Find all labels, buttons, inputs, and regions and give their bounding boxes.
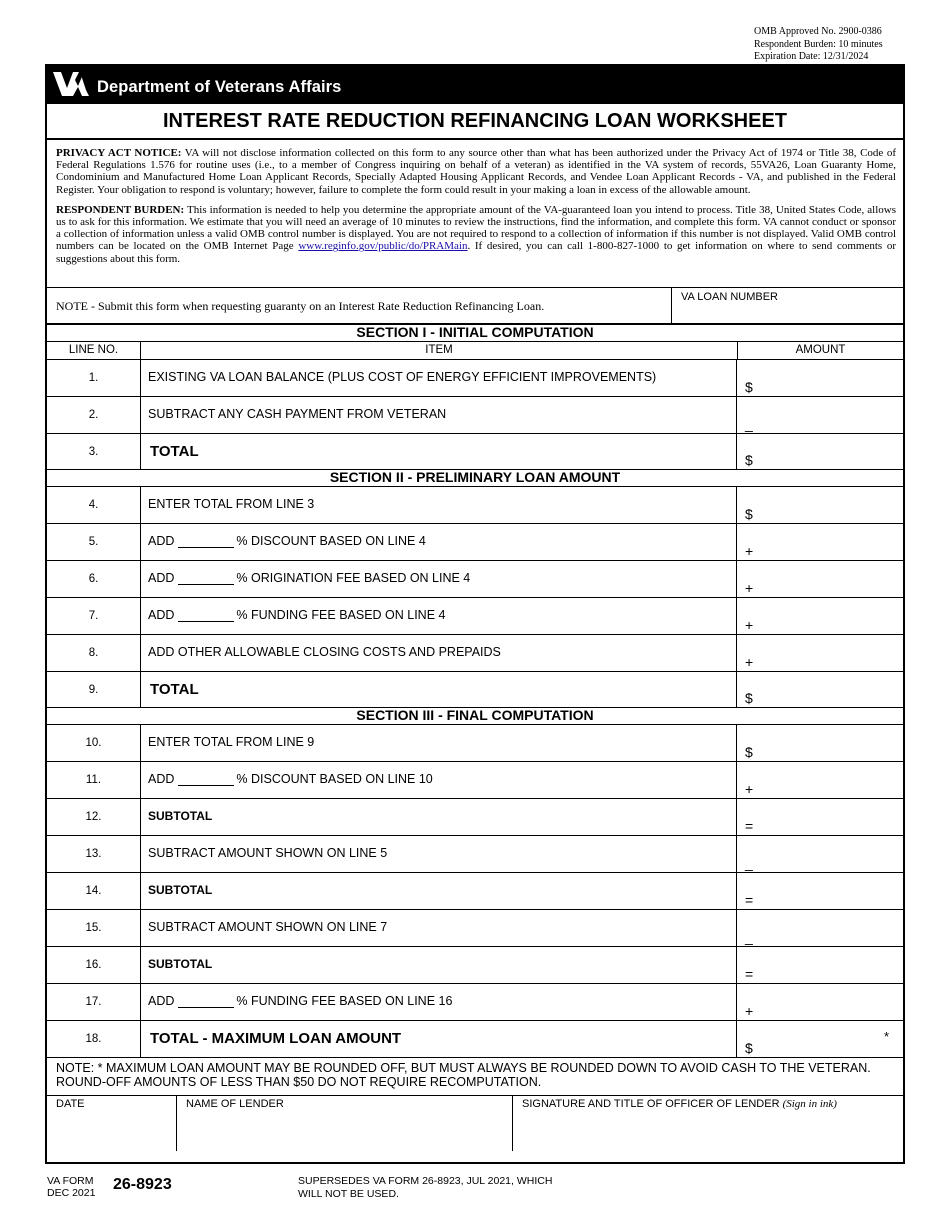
item-prefix: ADD [148,772,175,786]
amount-symbol: $ [745,506,753,522]
amount-field[interactable] [737,947,903,983]
line-number: 9. [47,672,141,707]
line-item [141,598,737,634]
line-item [141,561,737,597]
amount-field[interactable] [737,561,903,597]
amount-field[interactable] [737,836,903,872]
table-row [47,487,903,524]
burden-label: RESPONDENT BURDEN: [56,203,185,216]
item-suffix: % DISCOUNT BASED ON LINE 10 [236,772,433,786]
lender-name-field[interactable] [177,1096,513,1151]
amount-symbol: _ [745,416,753,432]
line-number: 2. [47,397,141,433]
col-item: ITEM [141,342,738,359]
line-item: ADD OTHER ALLOWABLE CLOSING COSTS AND PREPAIDS [141,635,737,671]
line-item: ENTER TOTAL FROM LINE 9 [141,725,737,761]
burden-notice [56,204,896,265]
table-row [47,598,903,635]
section-3-title: SECTION III - FINAL COMPUTATION [47,708,903,725]
section-1-title: SECTION I - INITIAL COMPUTATION [47,325,903,342]
section-2-title: SECTION II - PRELIMINARY LOAN AMOUNT [47,470,903,487]
table-row [47,725,903,762]
note-row [47,288,903,325]
amount-symbol: $ [745,744,753,760]
form-id [47,1175,95,1199]
supersedes-line-2: WILL NOT BE USED. [298,1187,399,1200]
table-row [47,360,903,397]
amount-field[interactable] [737,799,903,835]
signature-row [47,1096,903,1151]
table-row [47,434,903,470]
va-header [47,66,903,104]
line-number: 18. [47,1021,141,1057]
line-item: SUBTRACT AMOUNT SHOWN ON LINE 7 [141,910,737,946]
supersedes-note [298,1175,552,1200]
amount-field[interactable] [737,873,903,909]
item-suffix: % FUNDING FEE BASED ON LINE 16 [236,994,453,1008]
percent-input[interactable] [178,773,234,786]
item-prefix: ADD [148,571,175,585]
date-field[interactable] [47,1096,177,1151]
table-row [47,672,903,708]
col-amount: AMOUNT [795,344,846,356]
omb-link[interactable]: www.reginfo.gov/public/do/PRAMain [298,240,468,253]
item-suffix: % FUNDING FEE BASED ON LINE 4 [236,608,446,622]
supersedes-line-1: SUPERSEDES VA FORM 26-8923, JUL 2021, WHICH [298,1175,553,1187]
va-loan-number-label: VA LOAN NUMBER [681,291,778,303]
line-number: 3. [47,434,141,469]
column-headers [47,342,903,360]
department-name: Department of Veterans Affairs [97,77,342,96]
form-number: 26-8923 [113,1176,172,1193]
line-number: 12. [47,799,141,835]
line-item: TOTAL [141,434,737,469]
line-item: SUBTRACT ANY CASH PAYMENT FROM VETERAN [141,397,737,433]
line-item: SUBTOTAL [141,799,737,835]
line-number: 14. [47,873,141,909]
sign-in-ink-hint: (Sign in ink) [782,1098,837,1110]
line-number: 10. [47,725,141,761]
amount-symbol: _ [745,929,753,945]
worksheet-form [45,64,905,1164]
line-number: 13. [47,836,141,872]
omb-info [754,26,944,64]
line-number: 8. [47,635,141,671]
item-suffix: % DISCOUNT BASED ON LINE 4 [236,534,426,548]
amount-field[interactable] [737,984,903,1020]
line-number: 4. [47,487,141,523]
notices [47,140,903,288]
lender-name-label: NAME OF LENDER [186,1098,284,1110]
va-logo-icon [51,68,91,100]
line-number: 5. [47,524,141,560]
amount-symbol: = [745,892,754,908]
item-prefix: ADD [148,608,175,622]
amount-field[interactable] [737,524,903,560]
amount-field[interactable] [737,762,903,798]
amount-field[interactable] [737,910,903,946]
officer-signature-label: SIGNATURE AND TITLE OF OFFICER OF LENDER [522,1098,783,1110]
item-prefix: ADD [148,994,175,1008]
amount-symbol: $ [745,452,753,468]
asterisk-mark: * [883,1029,889,1044]
line-item [141,984,737,1020]
line-item: SUBTOTAL [141,873,737,909]
percent-input[interactable] [178,572,234,585]
omb-burden: Respondent Burden: 10 minutes [754,38,883,50]
page-title: INTEREST RATE REDUCTION REFINANCING LOAN WORKSHEET [47,104,903,140]
amount-symbol: + [745,781,754,797]
table-row [47,397,903,434]
line-number: 17. [47,984,141,1020]
officer-signature-field[interactable] [513,1096,903,1151]
amount-symbol: = [745,818,754,834]
privacy-text: VA will not disclose information collected on this form to any source other than what has been authorized under the Privacy Act of 1974 or Title 38, Code of Federal Regulations 1.576 for routine uses (i.e., to a member of Congress inquiring on behalf of a veteran) as identified in the VA system of records, 55VA26, Loan Guaranty Home, Condominium and Manufactured Home Loan Applicant Records, Specially Adapted Housing Applicant Records, and Vendee Loan Applicant Records - VA, and published in the Federal Register. Your obligation to respond is voluntary; however, failure to complete the form could result in your making a loan in excess of the allowable amount. [56,147,897,196]
percent-input[interactable] [178,535,234,548]
line-number: 16. [47,947,141,983]
amount-field[interactable] [737,725,903,761]
rounding-note [47,1058,903,1096]
va-form-label: VA FORM [47,1175,94,1187]
line-number: 6. [47,561,141,597]
table-row [47,910,903,947]
table-row [47,836,903,873]
table-row [47,762,903,799]
amount-symbol: + [745,654,754,670]
rounding-note-line-1: NOTE: * MAXIMUM LOAN AMOUNT MAY BE ROUNDED OFF, BUT MUST ALWAYS BE ROUNDED DOWN TO AVOID CASH TO THE VETERAN. [56,1061,871,1075]
line-item: SUBTOTAL [141,947,737,983]
amount-symbol: + [745,1003,754,1019]
item-prefix: ADD [148,534,175,548]
amount-symbol: + [745,543,754,559]
amount-field[interactable] [737,397,903,433]
amount-symbol: $ [745,690,753,706]
amount-field[interactable] [737,487,903,523]
line-item: TOTAL [141,672,737,707]
amount-symbol: = [745,966,754,982]
line-number: 15. [47,910,141,946]
table-row [47,524,903,561]
va-loan-number-field[interactable] [672,288,903,323]
line-number: 1. [47,360,141,396]
amount-symbol: $ [745,1040,753,1056]
omb-expiration: Expiration Date: 12/31/2024 [754,51,869,62]
privacy-notice [56,147,896,196]
amount-symbol: _ [745,855,753,871]
percent-input[interactable] [178,609,234,622]
submit-note: NOTE - Submit this form when requesting guaranty on an Interest Rate Reduction Refinancing Loan. [47,288,672,323]
line-item: ENTER TOTAL FROM LINE 3 [141,487,737,523]
line-item: TOTAL - MAXIMUM LOAN AMOUNT [141,1021,737,1057]
footer [47,1173,907,1203]
line-item: EXISTING VA LOAN BALANCE (PLUS COST OF ENERGY EFFICIENT IMPROVEMENTS) [141,360,737,396]
omb-approval: OMB Approved No. 2900-0386 [754,26,882,37]
amount-symbol: + [745,580,754,596]
date-label: DATE [56,1098,85,1110]
table-row [47,1021,903,1058]
burden-text-2: . If desired, you can call 1-800-827-1000 to get information on where to send comments or suggestions about this form. [56,240,896,265]
line-item [141,762,737,798]
amount-field[interactable] [737,635,903,671]
privacy-label: PRIVACY ACT NOTICE: [56,147,182,159]
percent-input[interactable] [178,995,234,1008]
col-line-no: LINE NO. [47,342,141,359]
table-row [47,635,903,672]
table-row [47,561,903,598]
line-item: SUBTRACT AMOUNT SHOWN ON LINE 5 [141,836,737,872]
amount-field[interactable] [737,360,903,396]
amount-field[interactable] [737,598,903,634]
table-row [47,947,903,984]
item-suffix: % ORIGINATION FEE BASED ON LINE 4 [236,571,471,585]
line-item [141,524,737,560]
amount-field[interactable] [737,434,903,469]
line-number: 7. [47,598,141,634]
rounding-note-line-2: ROUND-OFF AMOUNTS OF LESS THAN $50 DO NOT REQUIRE RECOMPUTATION. [56,1075,542,1089]
table-row [47,984,903,1021]
form-date: DEC 2021 [47,1187,96,1199]
amount-field[interactable] [737,672,903,707]
burden-text: This information is needed to help you determine the appropriate amount of the VA-guaranteed loan you intend to process. Title 38, United States Code, allows us to ask for this information. We estimate that you will need an average of 10 minutes to review the instructions, find the information, and complete this form. VA cannot conduct or sponsor a collection of information unless a valid OMB control number is displayed. You are not required to respond to a collection of information if this number is not displayed. Valid OMB control numbers can be located on the OMB Internet Page [56,203,897,253]
line-number: 11. [47,762,141,798]
table-row [47,873,903,910]
amount-symbol: + [745,617,754,633]
amount-field[interactable] [737,1021,903,1057]
amount-symbol: $ [745,379,753,395]
table-row [47,799,903,836]
